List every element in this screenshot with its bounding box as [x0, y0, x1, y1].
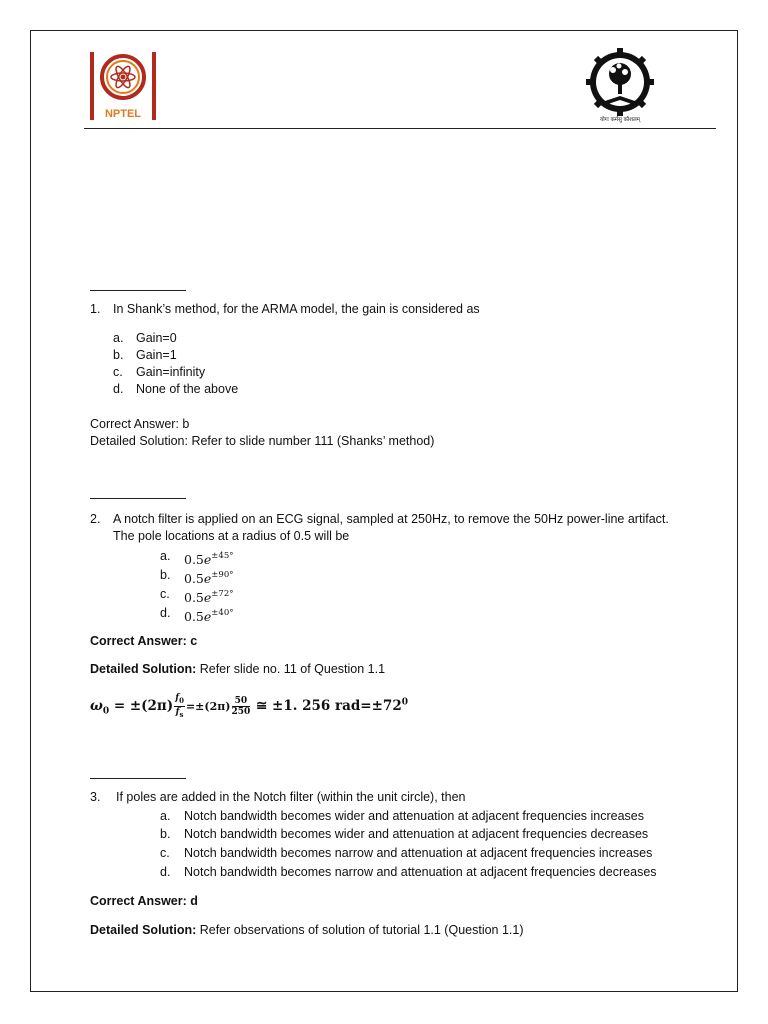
- q3-option-letter: b.: [160, 827, 171, 841]
- q2-option-letter: c.: [160, 587, 170, 601]
- question-separator: [90, 778, 186, 779]
- q1-correct-answer: Correct Answer: b: [90, 417, 190, 431]
- q3-detailed-solution: Detailed Solution: Refer observations of solution of tutorial 1.1 (Question 1.1): [90, 923, 524, 937]
- q1-option-b: Gain=1: [136, 348, 177, 362]
- header-rule: [84, 128, 716, 129]
- q2-option-letter: a.: [160, 549, 171, 563]
- q1-question: In Shank’s method, for the ARMA model, the gain is considered as: [113, 302, 480, 316]
- q1-detailed-solution: Detailed Solution: Refer to slide number 111 (Shanks’ method): [90, 434, 435, 448]
- q2-option-letter: b.: [160, 568, 171, 582]
- q1-option-a: Gain=0: [136, 331, 177, 345]
- q1-option-c: Gain=infinity: [136, 365, 206, 379]
- q3-number: 3.: [90, 790, 101, 804]
- q3-option-c: Notch bandwidth becomes narrow and attenuation at adjacent frequencies increases: [184, 846, 653, 860]
- q3-correct-answer: Correct Answer: d: [90, 894, 198, 908]
- q2-correct-answer: Correct Answer: c: [90, 634, 198, 648]
- nptel-logo: [90, 50, 158, 122]
- iit-kharagpur-logo: [586, 48, 654, 124]
- q2-option-d: $0.5e^{\pm 40^\circ}$: [184, 608, 234, 624]
- q1-option-letter: d.: [113, 382, 124, 396]
- q2-option-letter: d.: [160, 606, 171, 620]
- q1-option-d: None of the above: [136, 382, 239, 396]
- q3-option-letter: d.: [160, 865, 171, 879]
- q1-option-letter: a.: [113, 331, 124, 345]
- q2-detailed-solution: Detailed Solution: Refer slide no. 11 of Question 1.1: [90, 662, 386, 676]
- nptel-logo-text: NPTEL: [104, 108, 142, 120]
- q2-question-line1: A notch filter is applied on an ECG signal, sampled at 250Hz, to remove the 50Hz power-line artifact.: [113, 512, 669, 526]
- q2-number: 2.: [90, 512, 101, 526]
- question-separator: [90, 498, 186, 499]
- q3-option-letter: c.: [160, 846, 170, 860]
- q1-number: 1.: [90, 302, 101, 316]
- iit-motto: योगः कर्मसु कौशलम्: [600, 117, 640, 123]
- q2-option-a: $0.5e^{\pm 45^\circ}$: [184, 551, 234, 567]
- q1-option-letter: c.: [113, 365, 123, 379]
- q3-option-a: Notch bandwidth becomes wider and attenuation at adjacent frequencies increases: [184, 809, 645, 823]
- q2-option-b: $0.5e^{\pm 90^\circ}$: [184, 570, 234, 586]
- q2-solution-equation: $\omega_0 = \pm(2\pi)$ $\frac{f_0}{f_s}$ =±(2π) $\frac{50}{250}$ ≅ ±1. 256 $rad=\pm 72^0$: [90, 693, 408, 719]
- q3-question: If poles are added in the Notch filter (within the unit circle), then: [116, 790, 466, 804]
- q1-option-letter: b.: [113, 348, 124, 362]
- q2-question-line2: The pole locations at a radius of 0.5 will be: [113, 529, 350, 543]
- q2-option-c: $0.5e^{\pm 72^\circ}$: [184, 589, 234, 605]
- q3-option-d: Notch bandwidth becomes narrow and attenuation at adjacent frequencies decreases: [184, 865, 657, 879]
- q3-option-b: Notch bandwidth becomes wider and attenuation at adjacent frequencies decreases: [184, 827, 649, 841]
- q3-option-letter: a.: [160, 809, 171, 823]
- question-separator: [90, 290, 186, 291]
